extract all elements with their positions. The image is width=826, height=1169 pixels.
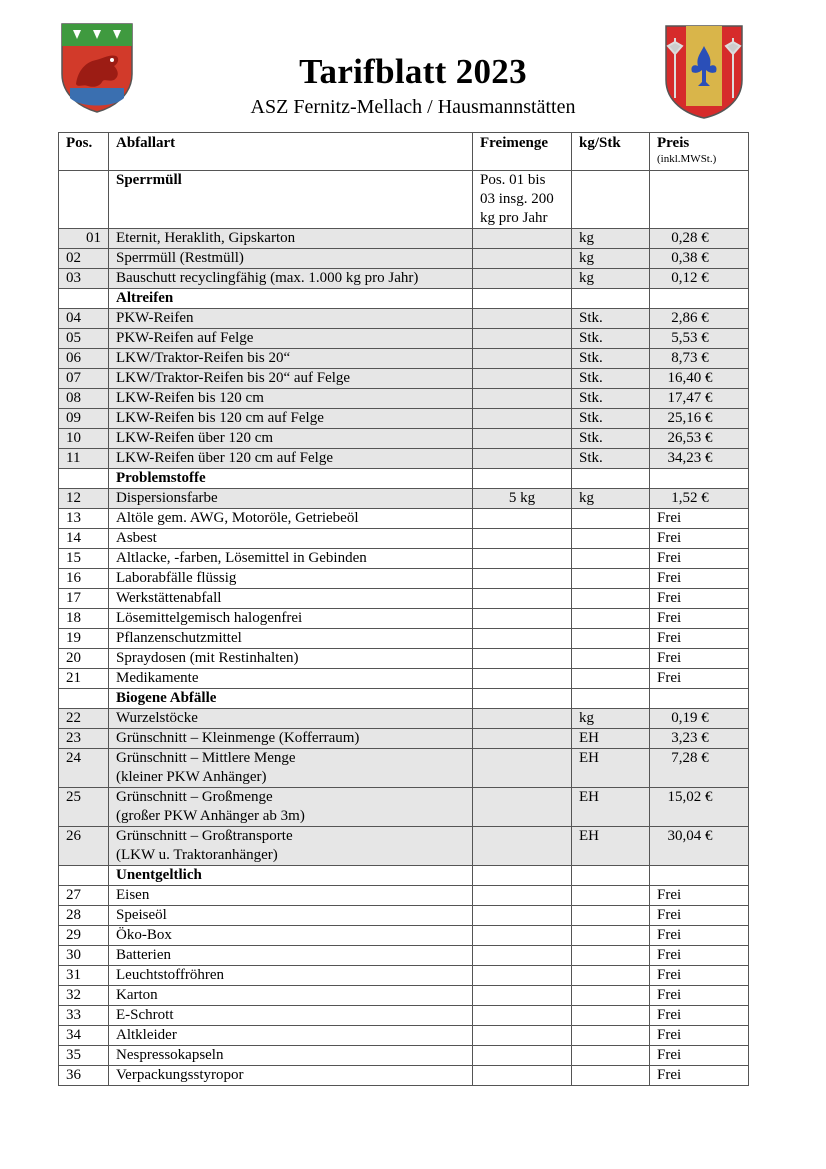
row-free-amount [473, 309, 572, 329]
row-pos: 12 [59, 489, 109, 509]
row-free-amount [473, 329, 572, 349]
row-free-amount [473, 369, 572, 389]
row-name: Wurzelstöcke [109, 709, 473, 729]
row-pos: 14 [59, 529, 109, 549]
row-price: Frei [650, 986, 749, 1006]
table-row [59, 549, 749, 569]
table-row [59, 509, 749, 529]
row-name: Altlacke, -farben, Lösemittel in Gebinden [109, 549, 473, 569]
row-pos: 24 [59, 749, 109, 788]
row-price: 8,73 € [650, 349, 749, 369]
table-row [59, 649, 749, 669]
table-row [59, 886, 749, 906]
row-unit [572, 529, 650, 549]
row-free-amount [473, 649, 572, 669]
row-unit [572, 549, 650, 569]
row-free-amount [473, 827, 572, 866]
row-pos: 31 [59, 966, 109, 986]
table-row [59, 1046, 749, 1066]
row-pos: 35 [59, 1046, 109, 1066]
table-row [59, 429, 749, 449]
row-unit: EH [572, 827, 650, 866]
table-row [59, 329, 749, 349]
row-free-amount [473, 926, 572, 946]
row-free-amount [473, 389, 572, 409]
row-name: Altöle gem. AWG, Motoröle, Getriebeöl [109, 509, 473, 529]
table-row [59, 409, 749, 429]
row-name: Medikamente [109, 669, 473, 689]
row-price: 30,04 € [650, 827, 749, 866]
row-unit [572, 1046, 650, 1066]
price-label: Preis [657, 135, 690, 151]
row-price: 34,23 € [650, 449, 749, 469]
row-free-amount [473, 249, 572, 269]
row-price: Frei [650, 609, 749, 629]
row-unit [572, 1026, 650, 1046]
table-row [59, 946, 749, 966]
row-unit: Stk. [572, 389, 650, 409]
row-pos: 17 [59, 589, 109, 609]
row-price: 0,12 € [650, 269, 749, 289]
row-name: Bauschutt recyclingfähig (max. 1.000 kg pro Jahr) [109, 269, 473, 289]
row-free-amount [473, 569, 572, 589]
row-price: 3,23 € [650, 729, 749, 749]
table-row [59, 529, 749, 549]
row-price: 25,16 € [650, 409, 749, 429]
row-free-amount [473, 409, 572, 429]
row-free-amount [473, 1006, 572, 1026]
row-name: Karton [109, 986, 473, 1006]
table-row [59, 309, 749, 329]
row-pos: 18 [59, 609, 109, 629]
col-header-unit: kg/Stk [572, 133, 650, 171]
row-free-amount [473, 1066, 572, 1086]
row-name: Verpackungsstyropor [109, 1066, 473, 1086]
group-row-sperrmuell [59, 171, 749, 229]
row-name: Öko-Box [109, 926, 473, 946]
table-row [59, 966, 749, 986]
row-price: Frei [650, 649, 749, 669]
col-header-price [650, 133, 749, 171]
row-unit: Stk. [572, 409, 650, 429]
row-pos: 16 [59, 569, 109, 589]
row-price: Frei [650, 946, 749, 966]
row-free-amount [473, 349, 572, 369]
table-row [59, 709, 749, 729]
row-free-amount [473, 229, 572, 249]
row-free-amount [473, 966, 572, 986]
row-price: Frei [650, 906, 749, 926]
row-unit [572, 1066, 650, 1086]
row-free-amount [473, 529, 572, 549]
row-unit [572, 926, 650, 946]
row-name: LKW/Traktor-Reifen bis 20“ auf Felge [109, 369, 473, 389]
row-free-amount [473, 449, 572, 469]
row-unit [572, 886, 650, 906]
row-name: Grünschnitt – Großmenge (großer PKW Anhänger ab 3m) [109, 788, 473, 827]
row-pos: 30 [59, 946, 109, 966]
row-pos: 26 [59, 827, 109, 866]
row-pos: 25 [59, 788, 109, 827]
row-unit: Stk. [572, 329, 650, 349]
row-name: Pflanzenschutzmittel [109, 629, 473, 649]
row-pos: 08 [59, 389, 109, 409]
row-name: Werkstättenabfall [109, 589, 473, 609]
row-pos: 09 [59, 409, 109, 429]
table-row [59, 389, 749, 409]
row-unit: Stk. [572, 369, 650, 389]
row-pos: 05 [59, 329, 109, 349]
row-free-amount [473, 629, 572, 649]
row-price: Frei [650, 549, 749, 569]
table-row [59, 229, 749, 249]
page-title: Tarifblatt 2023 [299, 52, 527, 91]
row-free-amount [473, 749, 572, 788]
row-free-amount [473, 589, 572, 609]
table-header-row [59, 133, 749, 171]
row-pos: 29 [59, 926, 109, 946]
row-free-amount [473, 509, 572, 529]
row-unit: Stk. [572, 429, 650, 449]
row-unit: EH [572, 749, 650, 788]
row-free-amount [473, 788, 572, 827]
row-pos: 02 [59, 249, 109, 269]
row-price: 17,47 € [650, 389, 749, 409]
row-unit [572, 649, 650, 669]
group-row [59, 866, 749, 886]
row-pos: 33 [59, 1006, 109, 1026]
row-name: Grünschnitt – Großtransporte (LKW u. Traktoranhänger) [109, 827, 473, 866]
row-price: 26,53 € [650, 429, 749, 449]
table-row [59, 609, 749, 629]
row-pos: 03 [59, 269, 109, 289]
group-row [59, 689, 749, 709]
table-row [59, 926, 749, 946]
table-row [59, 489, 749, 509]
row-name: Laborabfälle flüssig [109, 569, 473, 589]
row-price: 2,86 € [650, 309, 749, 329]
group-label: Biogene Abfälle [109, 689, 473, 709]
row-pos: 34 [59, 1026, 109, 1046]
table-row [59, 269, 749, 289]
group-row [59, 289, 749, 309]
row-pos: 01 [59, 229, 109, 249]
row-pos: 27 [59, 886, 109, 906]
row-pos: 07 [59, 369, 109, 389]
row-free-amount [473, 429, 572, 449]
row-name: Nespressokapseln [109, 1046, 473, 1066]
row-price: Frei [650, 669, 749, 689]
row-price: 0,19 € [650, 709, 749, 729]
row-price: Frei [650, 1066, 749, 1086]
group-label: Problemstoffe [109, 469, 473, 489]
tariff-table [58, 132, 749, 1086]
row-free-amount [473, 609, 572, 629]
row-unit [572, 1006, 650, 1026]
row-free-amount [473, 986, 572, 1006]
row-name: Eternit, Heraklith, Gipskarton [109, 229, 473, 249]
row-pos: 28 [59, 906, 109, 926]
row-unit [572, 609, 650, 629]
table-row [59, 906, 749, 926]
row-name: LKW-Reifen bis 120 cm [109, 389, 473, 409]
row-unit [572, 589, 650, 609]
row-price: Frei [650, 1046, 749, 1066]
row-free-amount [473, 1026, 572, 1046]
row-unit [572, 509, 650, 529]
row-price: Frei [650, 509, 749, 529]
row-name: Speiseöl [109, 906, 473, 926]
row-pos: 23 [59, 729, 109, 749]
row-pos: 19 [59, 629, 109, 649]
row-pos: 32 [59, 986, 109, 1006]
table-row [59, 1026, 749, 1046]
row-price: Frei [650, 589, 749, 609]
table-row [59, 749, 749, 788]
row-unit [572, 946, 650, 966]
table-row [59, 629, 749, 649]
row-price: Frei [650, 886, 749, 906]
row-price: Frei [650, 1006, 749, 1026]
row-name: Batterien [109, 946, 473, 966]
row-name: LKW/Traktor-Reifen bis 20“ [109, 349, 473, 369]
row-price: Frei [650, 569, 749, 589]
row-unit: Stk. [572, 449, 650, 469]
row-unit [572, 986, 650, 1006]
col-header-free-amount: Freimenge [473, 133, 572, 171]
table-row [59, 1066, 749, 1086]
row-unit [572, 906, 650, 926]
row-pos: 21 [59, 669, 109, 689]
row-pos: 15 [59, 549, 109, 569]
row-price: 15,02 € [650, 788, 749, 827]
row-unit [572, 569, 650, 589]
group-label: Sperrmüll [109, 171, 473, 229]
table-row [59, 449, 749, 469]
row-name: Altkleider [109, 1026, 473, 1046]
row-name: Eisen [109, 886, 473, 906]
row-name: Spraydosen (mit Restinhalten) [109, 649, 473, 669]
table-row [59, 569, 749, 589]
page-subtitle: ASZ Fernitz-Mellach / Hausmannstätten [250, 96, 576, 118]
row-price: Frei [650, 1026, 749, 1046]
row-unit [572, 629, 650, 649]
table-row [59, 589, 749, 609]
row-price: 1,52 € [650, 489, 749, 509]
row-free-amount [473, 886, 572, 906]
row-price: Frei [650, 629, 749, 649]
row-name: PKW-Reifen auf Felge [109, 329, 473, 349]
row-unit: kg [572, 249, 650, 269]
row-pos: 11 [59, 449, 109, 469]
row-name: Dispersionsfarbe [109, 489, 473, 509]
group-label: Altreifen [109, 289, 473, 309]
row-pos: 36 [59, 1066, 109, 1086]
col-header-type: Abfallart [109, 133, 473, 171]
row-unit: kg [572, 229, 650, 249]
row-unit: Stk. [572, 349, 650, 369]
row-free-amount: 5 kg [473, 489, 572, 509]
row-free-amount [473, 709, 572, 729]
row-unit: kg [572, 489, 650, 509]
row-free-amount [473, 1046, 572, 1066]
row-name: PKW-Reifen [109, 309, 473, 329]
row-price: Frei [650, 926, 749, 946]
row-name: Sperrmüll (Restmüll) [109, 249, 473, 269]
free-amount-note: Pos. 01 bis 03 insg. 200 kg pro Jahr [473, 171, 572, 229]
group-row [59, 469, 749, 489]
table-row [59, 369, 749, 389]
price-note: (inkl.MWSt.) [657, 153, 717, 165]
row-free-amount [473, 269, 572, 289]
row-name: Lösemittelgemisch halogenfrei [109, 609, 473, 629]
row-free-amount [473, 946, 572, 966]
row-unit: kg [572, 709, 650, 729]
row-unit: EH [572, 729, 650, 749]
table-row [59, 827, 749, 866]
row-unit: kg [572, 269, 650, 289]
row-pos: 04 [59, 309, 109, 329]
table-row [59, 669, 749, 689]
col-header-pos: Pos. [59, 133, 109, 171]
row-name: Asbest [109, 529, 473, 549]
row-price: 5,53 € [650, 329, 749, 349]
table-row [59, 986, 749, 1006]
row-unit [572, 966, 650, 986]
row-pos: 10 [59, 429, 109, 449]
row-name: LKW-Reifen bis 120 cm auf Felge [109, 409, 473, 429]
row-pos: 20 [59, 649, 109, 669]
row-free-amount [473, 669, 572, 689]
table-row [59, 729, 749, 749]
row-pos: 13 [59, 509, 109, 529]
row-price: 0,28 € [650, 229, 749, 249]
row-name: Grünschnitt – Mittlere Menge (kleiner PKW Anhänger) [109, 749, 473, 788]
table-row [59, 349, 749, 369]
row-unit [572, 669, 650, 689]
row-name: LKW-Reifen über 120 cm auf Felge [109, 449, 473, 469]
row-free-amount [473, 549, 572, 569]
row-name: LKW-Reifen über 120 cm [109, 429, 473, 449]
row-name: Grünschnitt – Kleinmenge (Kofferraum) [109, 729, 473, 749]
row-pos: 22 [59, 709, 109, 729]
row-pos: 06 [59, 349, 109, 369]
row-price: 0,38 € [650, 249, 749, 269]
row-name: E-Schrott [109, 1006, 473, 1026]
row-price: Frei [650, 529, 749, 549]
table-row [59, 249, 749, 269]
table-row [59, 788, 749, 827]
row-name: Leuchtstoffröhren [109, 966, 473, 986]
row-price: Frei [650, 966, 749, 986]
row-price: 7,28 € [650, 749, 749, 788]
row-unit: EH [572, 788, 650, 827]
group-label: Unentgeltlich [109, 866, 473, 886]
row-free-amount [473, 729, 572, 749]
row-unit: Stk. [572, 309, 650, 329]
row-free-amount [473, 906, 572, 926]
row-price: 16,40 € [650, 369, 749, 389]
table-row [59, 1006, 749, 1026]
